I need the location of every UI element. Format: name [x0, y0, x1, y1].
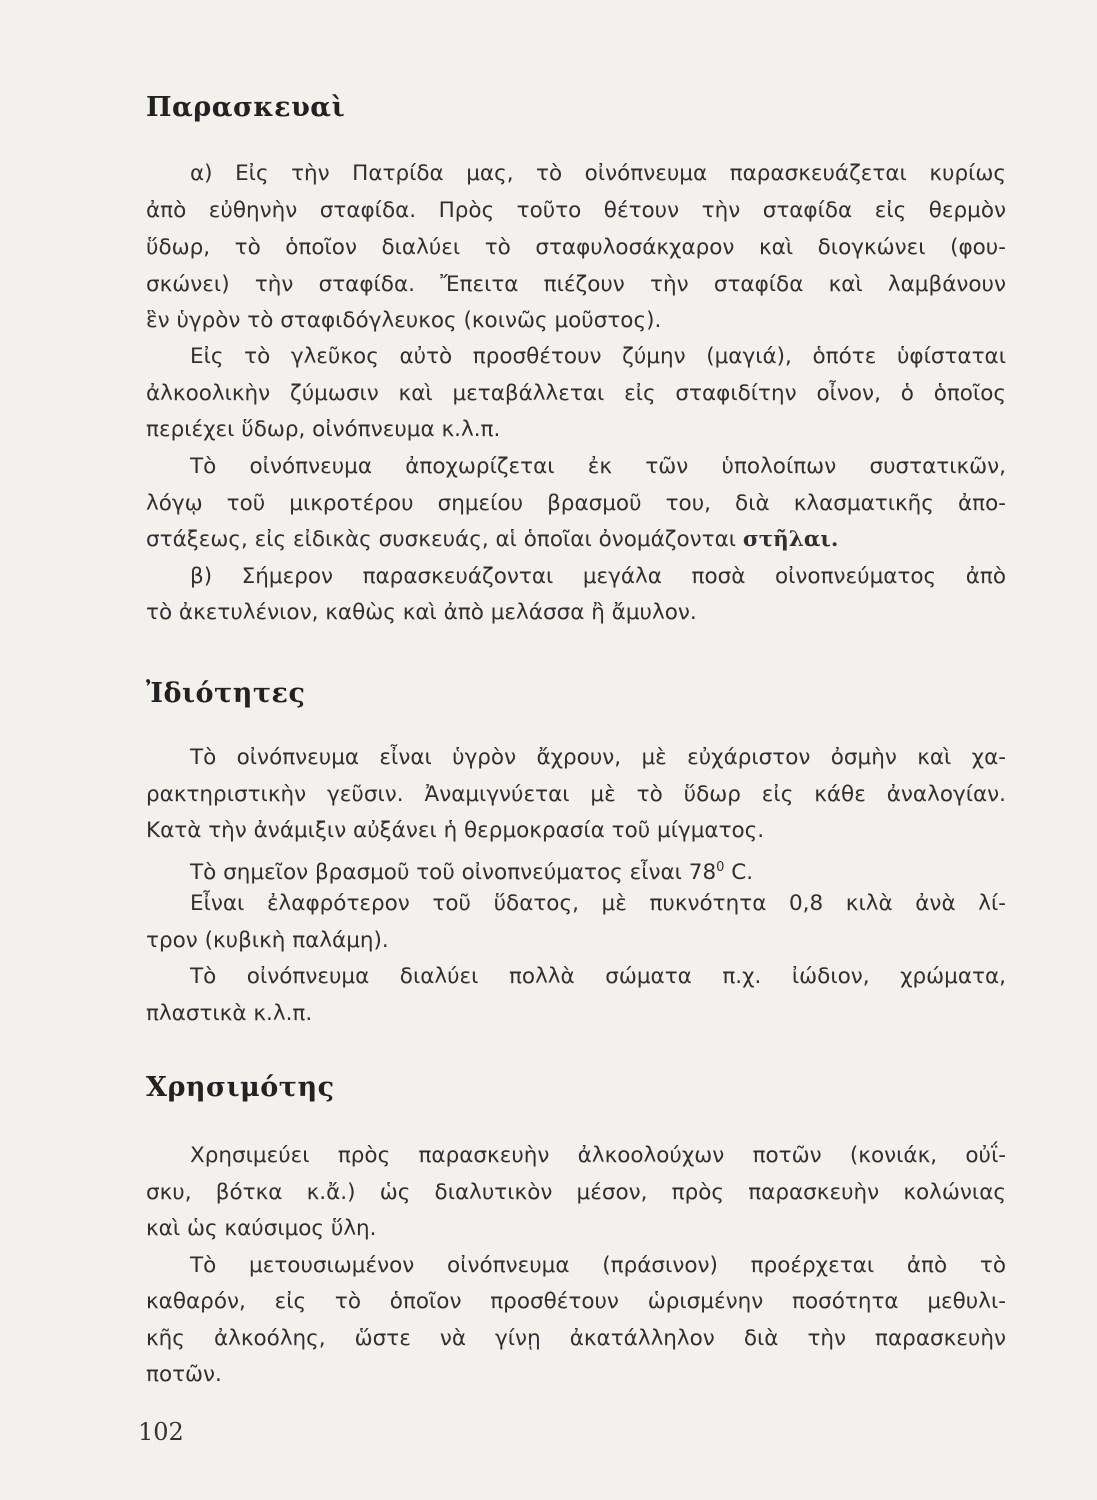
paragraph-line: Τὸ οἰνόπνευμα διαλύει πολλὰ σώματα π.χ. ἰώδιον, χρώματα, — [190, 964, 1006, 989]
paragraph-line: τρον (κυβικὴ παλάμη). — [146, 928, 389, 953]
paragraph-line: καθαρόν, εἰς τὸ ὁποῖον προσθέτουν ὡρισμένην ποσότητα μεθυλι- — [146, 1289, 1006, 1314]
term-stilai: στῆλαι. — [742, 527, 839, 552]
paragraph-line: ἀλκοολικὴν ζύμωσιν καὶ μεταβάλλεται εἰς σταφιδίτην οἶνον, ὁ ὁποῖος — [146, 381, 1006, 406]
paragraph-line — [146, 525, 1006, 555]
paragraph-line: Τὸ οἰνόπνευμα ἀποχωρίζεται ἐκ τῶν ὑπολοίπων συστατικῶν, — [190, 454, 1006, 479]
paragraph-line: Κατὰ τὴν ἀνάμιξιν αὐξάνει ἡ θερμοκρασία τοῦ μίγματος. — [146, 818, 765, 843]
paragraph-line: Χρησιμεύει πρὸς παρασκευὴν ἀλκοολούχων ποτῶν (κονιάκ, οὐΐ- — [190, 1143, 1006, 1168]
paragraph-line: Τὸ μετουσιωμένον οἰνόπνευμα (πράσινον) προέρχεται ἀπὸ τὸ — [190, 1253, 1006, 1278]
line-text: Τὸ σημεῖον βρασμοῦ τοῦ οἰνοπνεύματος εἶναι 78 — [190, 860, 717, 886]
section-heading-usefulness: Χρησιμότης — [146, 1072, 335, 1103]
degree-mark: 0 — [716, 860, 725, 875]
paragraph-line: Εἰς τὸ γλεῦκος αὐτὸ προσθέτουν ζύμην (μαγιά), ὁπότε ὑφίσταται — [190, 344, 1006, 369]
paragraph-line — [190, 853, 1006, 888]
paragraph-line: περιέχει ὕδωρ, οἰνόπνευμα κ.λ.π. — [146, 417, 501, 442]
paragraph-line: ρακτηριστικὴν γεῦσιν. Ἀναμιγνύεται μὲ τὸ ὕδωρ εἰς κάθε ἀναλογίαν. — [146, 782, 1006, 807]
paragraph-line: Τὸ οἰνόπνευμα εἶναι ὑγρὸν ἄχρουν, μὲ εὐχάριστον ὀσμὴν καὶ χα- — [190, 745, 1006, 770]
paragraph-line: β) Σήμερον παρασκευάζονται μεγάλα ποσὰ οἰνοπνεύματος ἀπὸ — [190, 564, 1006, 589]
paragraph-line: ποτῶν. — [146, 1362, 222, 1387]
section-heading-properties: Ἰδιότητες — [146, 678, 306, 709]
celsius-unit: C. — [724, 860, 754, 886]
paragraph-line: καὶ ὡς καύσιμος ὕλη. — [146, 1216, 377, 1241]
paragraph-line: κῆς ἀλκοόλης, ὥστε νὰ γίνῃ ἀκατάλληλον διὰ τὴν παρασκευὴν — [146, 1326, 1006, 1351]
paragraph-line: τὸ ἀκετυλένιον, καθὼς καὶ ἀπὸ μελάσσα ἢ ἄμυλον. — [146, 600, 697, 625]
paragraph-line: σκυ, βότκα κ.ἄ.) ὡς διαλυτικὸν μέσον, πρὸς παρασκευὴν κολώνιας — [146, 1180, 1006, 1205]
paragraph-line: σκώνει) τὴν σταφίδα. Ἔπειτα πιέζουν τὴν σταφίδα καὶ λαμβάνουν — [146, 272, 1006, 297]
section-heading-preparations: Παρασκευαὶ — [146, 92, 346, 123]
paragraph-line: Εἶναι ἐλαφρότερον τοῦ ὕδατος, μὲ πυκνότητα 0,8 κιλὰ ἀνὰ λί- — [190, 891, 1006, 916]
paragraph-line: ἀπὸ εὐθηνὴν σταφίδα. Πρὸς τοῦτο θέτουν τὴν σταφίδα εἰς θερμὸν — [146, 198, 1006, 223]
paragraph-line: ἓν ὑγρὸν τὸ σταφιδόγλευκος (κοινῶς μοῦστος). — [146, 308, 662, 333]
paragraph-line: πλαστικὰ κ.λ.π. — [146, 1001, 313, 1026]
paragraph-line: λόγῳ τοῦ μικροτέρου σημείου βρασμοῦ του, διὰ κλασματικῆς ἀπο- — [146, 491, 1006, 516]
line-text: στάξεως, εἰς εἰδικὰς συσκευάς, αἱ ὁποῖαι ὀνομάζονται — [146, 527, 737, 552]
paragraph-line: α) Εἰς τὴν Πατρίδα μας, τὸ οἰνόπνευμα παρασκευάζεται κυρίως — [190, 161, 1006, 186]
page-number: 102 — [138, 1418, 184, 1446]
paragraph-line: ὕδωρ, τὸ ὁποῖον διαλύει τὸ σταφυλοσάκχαρον καὶ διογκώνει (φου- — [146, 235, 1006, 260]
